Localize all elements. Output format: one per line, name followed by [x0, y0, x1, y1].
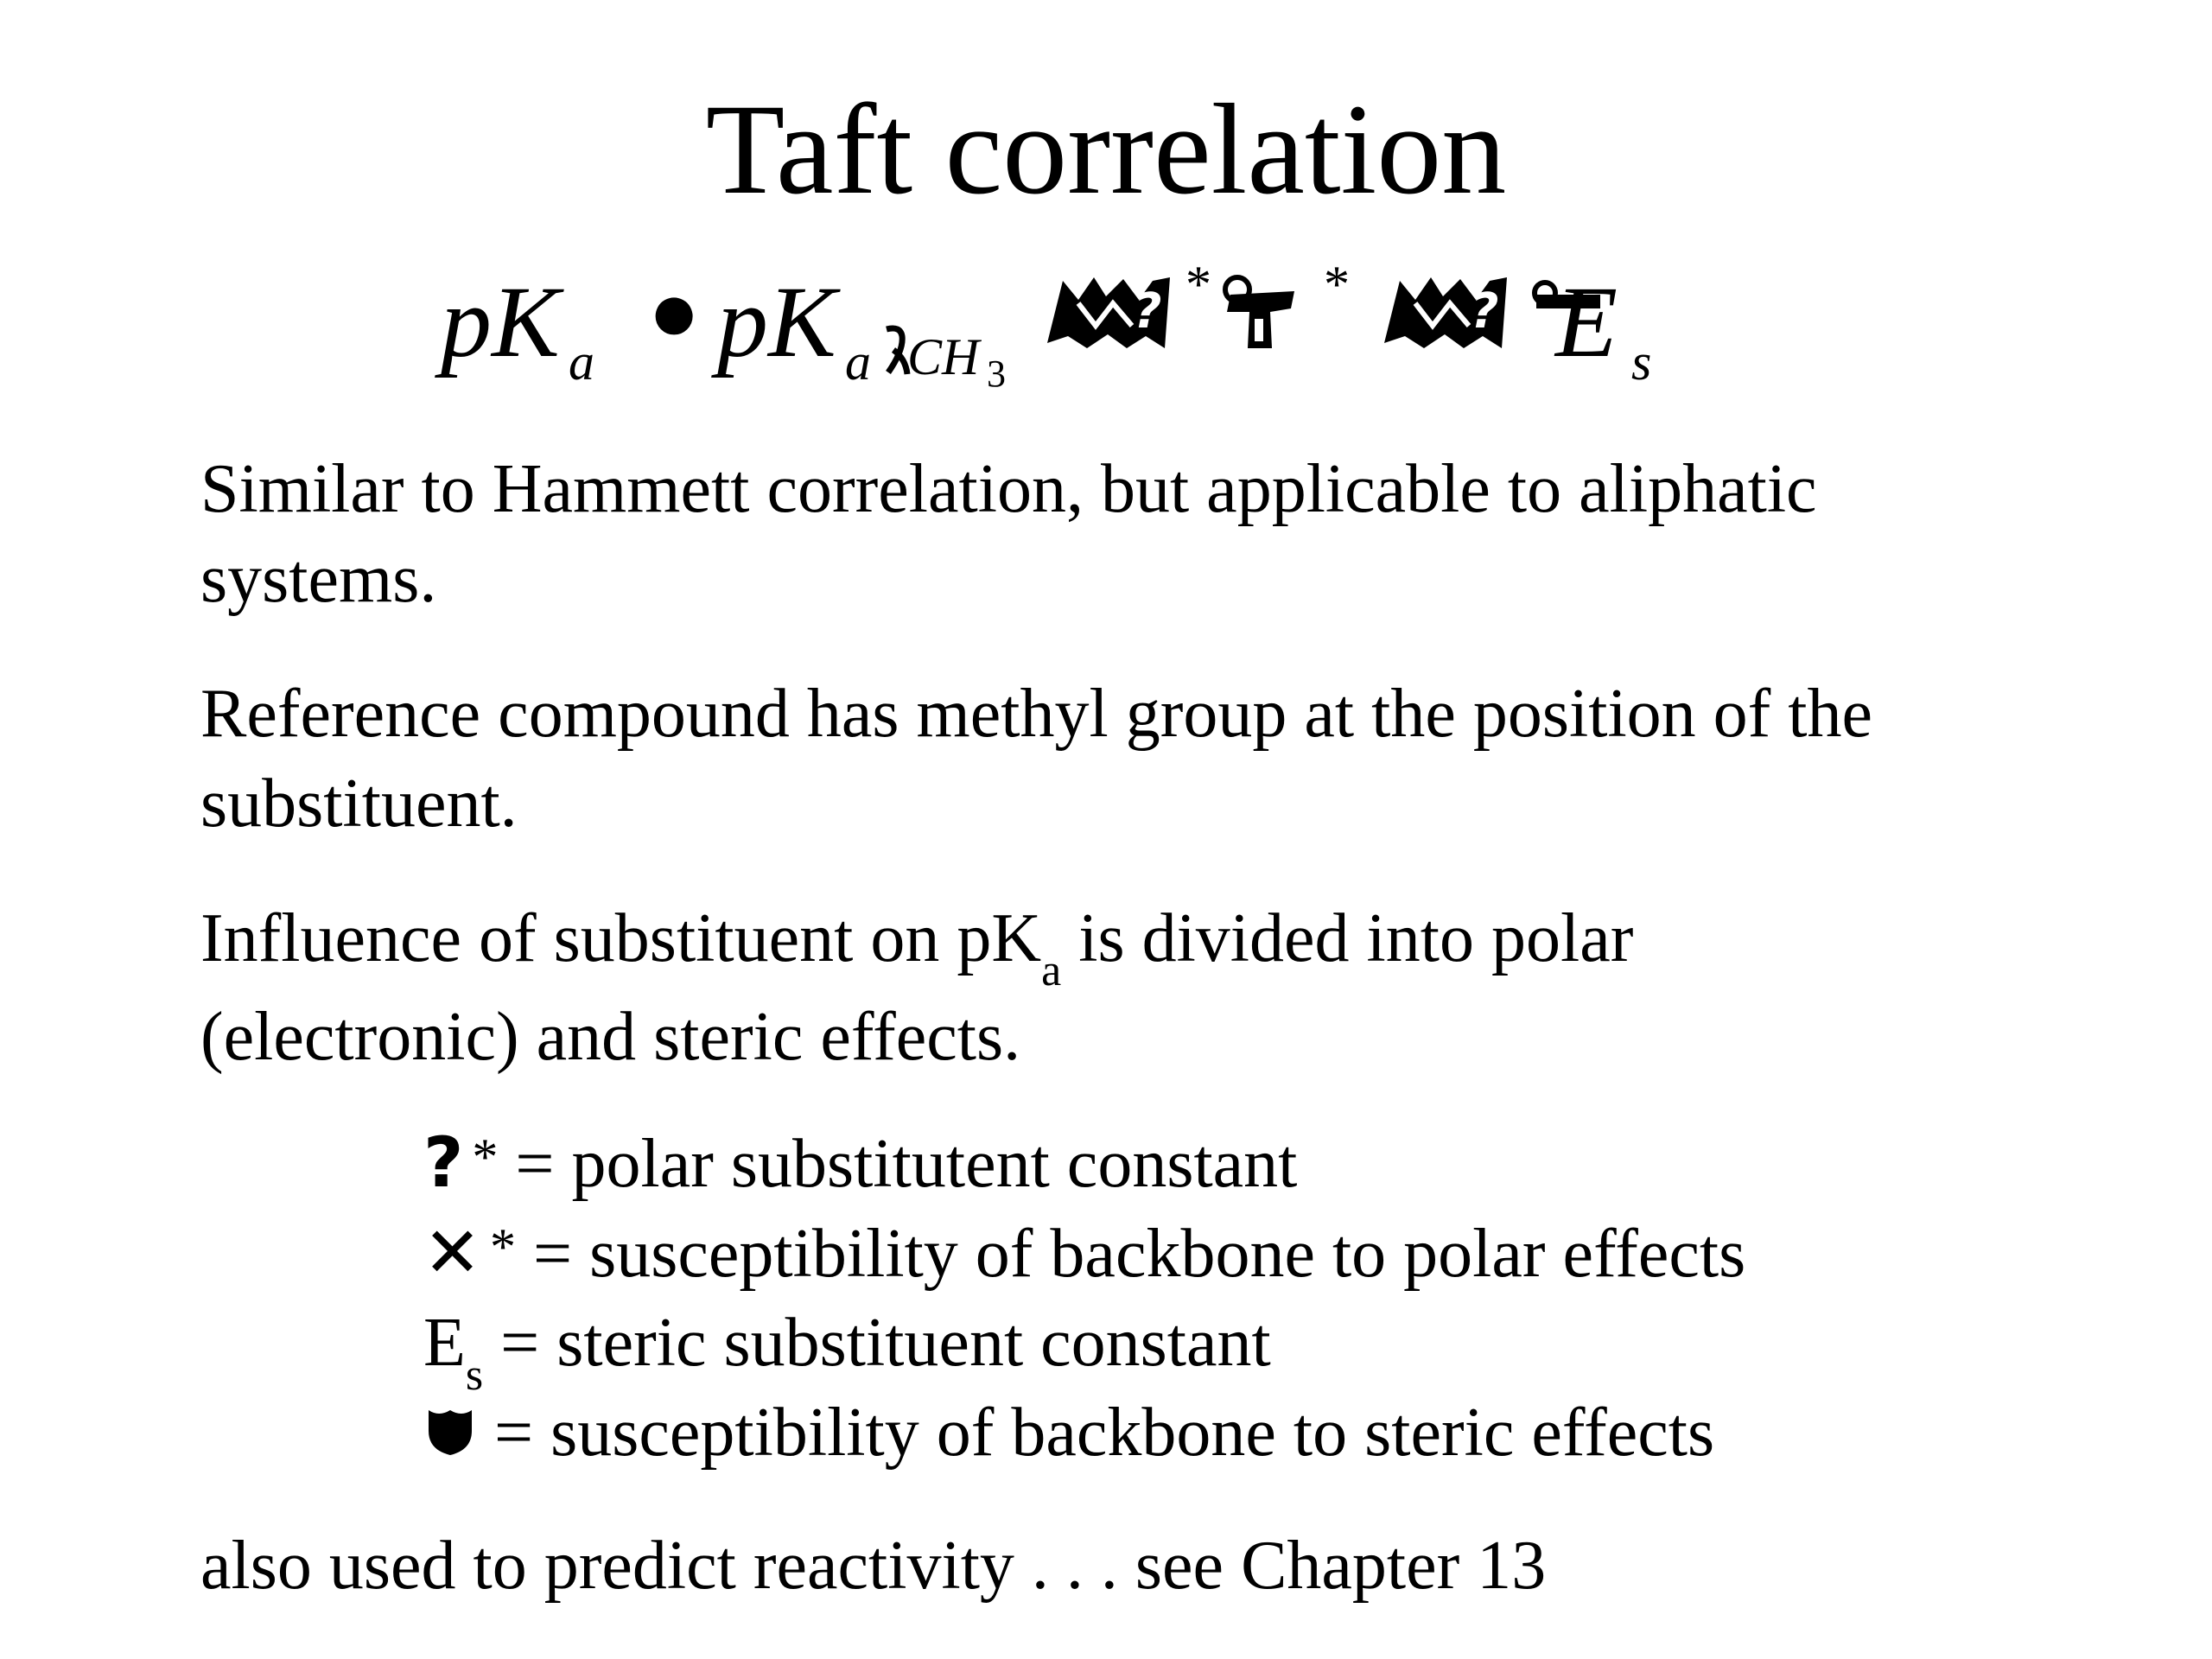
paragraph-line: substituent. [200, 766, 518, 842]
definition-rho [423, 1208, 1745, 1304]
eq-equals-glyph: ● [648, 264, 701, 359]
definition-text: = susceptibility of backbone to polar effects [516, 1216, 1746, 1292]
comma-glyph-icon [880, 324, 911, 379]
paragraph-line: systems. [200, 541, 437, 617]
definition-text: = polar substitutent constant [498, 1126, 1298, 1202]
eq-star-2: * [1324, 256, 1350, 313]
eq-star-1: * [1185, 256, 1211, 313]
star: * [472, 1128, 499, 1185]
subscript: a [1041, 946, 1062, 995]
eq-subscript-3: 3 [987, 353, 1006, 395]
paragraph-line: Similar to Hammett correlation, but applicable to aliphatic [200, 451, 1817, 527]
sigma-symbol-icon: ? [423, 1122, 464, 1203]
missing-glyph-icon [1044, 274, 1173, 352]
svg-text:?: ? [1471, 283, 1499, 340]
eq-pk-reference: pK [717, 265, 836, 378]
eq-subscript-s: s [1631, 334, 1652, 391]
slide-title: Taft correlation [705, 78, 1507, 221]
delta-symbol-icon [423, 1405, 477, 1459]
eq-subscript-ch: CH [907, 328, 980, 385]
eq-subscript-a: a [569, 334, 594, 391]
paragraph-line [200, 893, 2101, 995]
paragraph-hammett [200, 444, 2101, 624]
missing-glyph-icon [1381, 274, 1510, 352]
eq-subscript-a-ref: a [845, 334, 871, 391]
text-fragment: is divided into polar [1061, 900, 1634, 976]
missing-glyph-icon [1218, 274, 1296, 352]
paragraph-line: Reference compound has methyl group at the position of the [200, 676, 1873, 752]
svg-text:?: ? [1134, 283, 1162, 340]
subscript: s [465, 1351, 484, 1400]
definition-es [423, 1298, 1271, 1400]
eq-e: E [1555, 265, 1618, 378]
paragraph-line: (electronic) and steric effects. [200, 999, 1021, 1075]
definition-text: = steric substituent constant [483, 1305, 1271, 1381]
definition-delta [423, 1388, 1714, 1478]
paragraph-influence [200, 893, 2101, 1082]
definition-sigma [423, 1118, 1297, 1214]
eq-pk: pK [441, 265, 560, 378]
star: * [490, 1218, 517, 1275]
footer-note: also used to predict reactivity . . . see Chapter 13 [200, 1528, 1547, 1604]
rho-symbol-icon: ✕ [423, 1212, 482, 1293]
text-fragment: Influence of substituent on pK [200, 900, 1042, 976]
taft-equation [441, 255, 1737, 393]
es-symbol: E [423, 1305, 466, 1381]
paragraph-reference [200, 669, 2101, 849]
definition-text: = susceptibility of backbone to steric effects [477, 1395, 1715, 1471]
